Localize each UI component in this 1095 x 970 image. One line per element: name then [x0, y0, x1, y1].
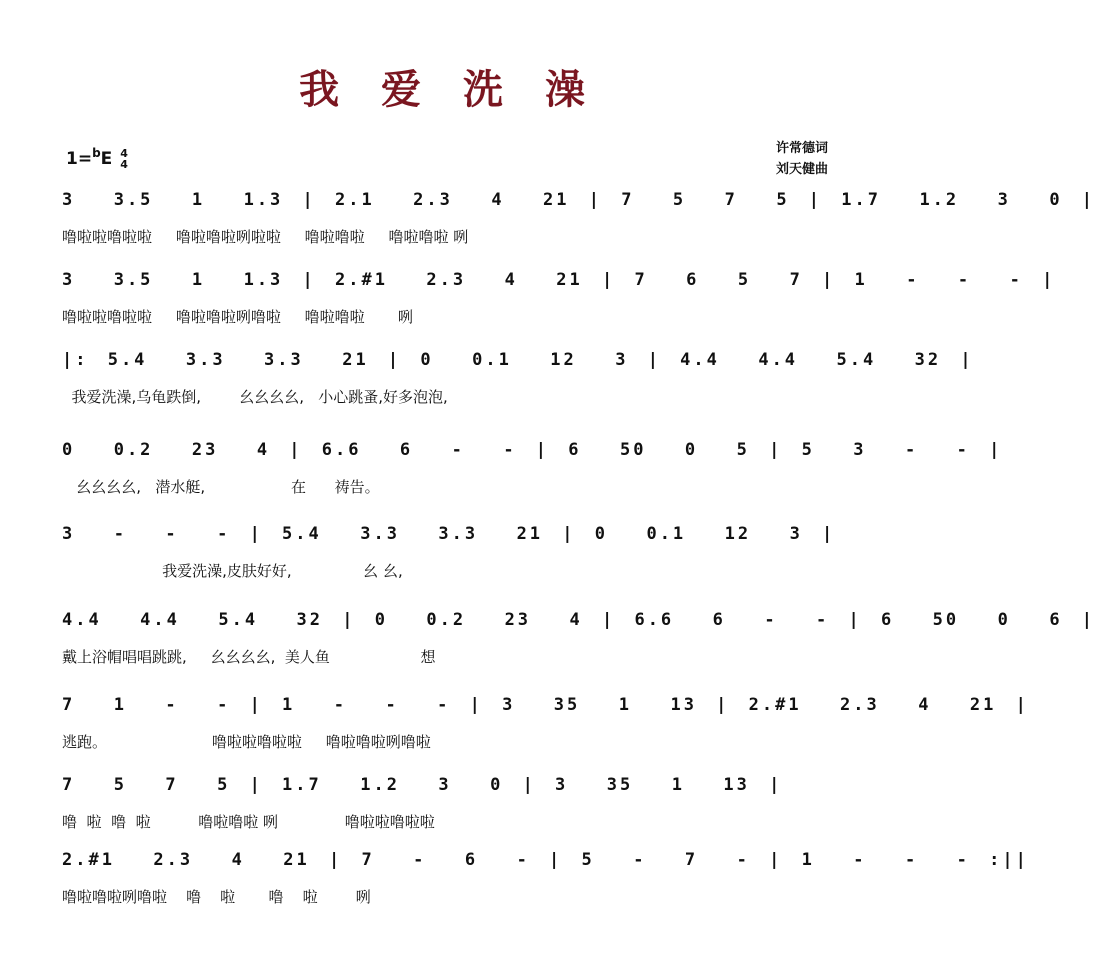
notes-line: 0 0.2 23 4 | 6.6 6 - - | 6 50 0 5 | 5 3 - - |: [62, 440, 1003, 460]
lyrics-line: 幺幺幺幺, 潜水艇, 在 祷告。: [62, 478, 380, 496]
key-prefix: 1=: [66, 149, 93, 169]
flat-sign: b: [92, 146, 101, 160]
key-note: E: [100, 149, 113, 169]
credits: [776, 138, 828, 180]
music-system: [62, 695, 1029, 771]
notes-line: 4.4 4.4 5.4 32 | 0 0.2 23 4 | 6.6 6 - - | 6 50 0 6 |: [62, 610, 1095, 630]
key-signature: [66, 148, 128, 170]
lyrics-line: 逃跑。 噜啦啦噜啦啦 噜啦噜啦咧噜啦: [62, 733, 431, 751]
notes-line: 3 - - - | 5.4 3.3 3.3 21 | 0 0.1 12 3 |: [62, 524, 836, 544]
notes-line: |: 5.4 3.3 3.3 21 | 0 0.1 12 3 | 4.4 4.4 5.4 32 |: [62, 350, 974, 370]
lyricist: 许常德词: [775, 141, 828, 156]
music-system: [62, 270, 1056, 346]
lyrics-line: 噜啦噜啦咧噜啦 噜 啦 噜 啦 咧: [62, 888, 371, 906]
notes-line: 3 3.5 1 1.3 | 2.1 2.3 4 21 | 7 5 7 5 | 1.7 1.2 3 0 |: [62, 190, 1095, 210]
time-bottom: 4: [120, 158, 128, 171]
lyrics-line: 我爱洗澡,乌龟跌倒, 幺幺幺幺, 小心跳蚤,好多泡泡,: [62, 388, 448, 406]
lyrics-line: 噜啦啦噜啦啦 噜啦噜啦咧噜啦 噜啦噜啦 咧: [62, 308, 414, 326]
lyrics-line: 戴上浴帽唱唱跳跳, 幺幺幺幺, 美人鱼 想: [62, 648, 436, 666]
notes-line: 2.#1 2.3 4 21 | 7 - 6 - | 5 - 7 - | 1 - - - :||: [62, 850, 1029, 870]
music-system: [62, 850, 1029, 926]
composer: 刘天健曲: [775, 162, 828, 177]
music-system: [62, 610, 1095, 686]
time-top: 4: [120, 147, 128, 160]
lyrics-line: 噜啦啦噜啦啦 噜啦噜啦咧啦啦 噜啦噜啦 噜啦噜啦 咧: [62, 228, 469, 246]
music-system: [62, 440, 1003, 516]
notes-line: 3 3.5 1 1.3 | 2.#1 2.3 4 21 | 7 6 5 7 | 1 - - - |: [62, 270, 1056, 290]
notes-line: 7 1 - - | 1 - - - | 3 35 1 13 | 2.#1 2.3 4 21 |: [62, 695, 1029, 715]
music-system: [62, 350, 974, 426]
notes-line: 7 5 7 5 | 1.7 1.2 3 0 | 3 35 1 13 |: [62, 775, 783, 795]
time-signature: [120, 148, 128, 170]
music-system: [62, 190, 1095, 266]
lyrics-line: 我爱洗澡,皮肤好好, 幺 幺,: [62, 562, 403, 580]
lyrics-line: 噜 啦 噜 啦 噜啦噜啦 咧 噜啦啦噜啦啦: [62, 813, 435, 831]
music-system: [62, 775, 834, 851]
song-title: 我 爱 洗 澡: [299, 66, 599, 113]
music-system: [62, 524, 834, 600]
